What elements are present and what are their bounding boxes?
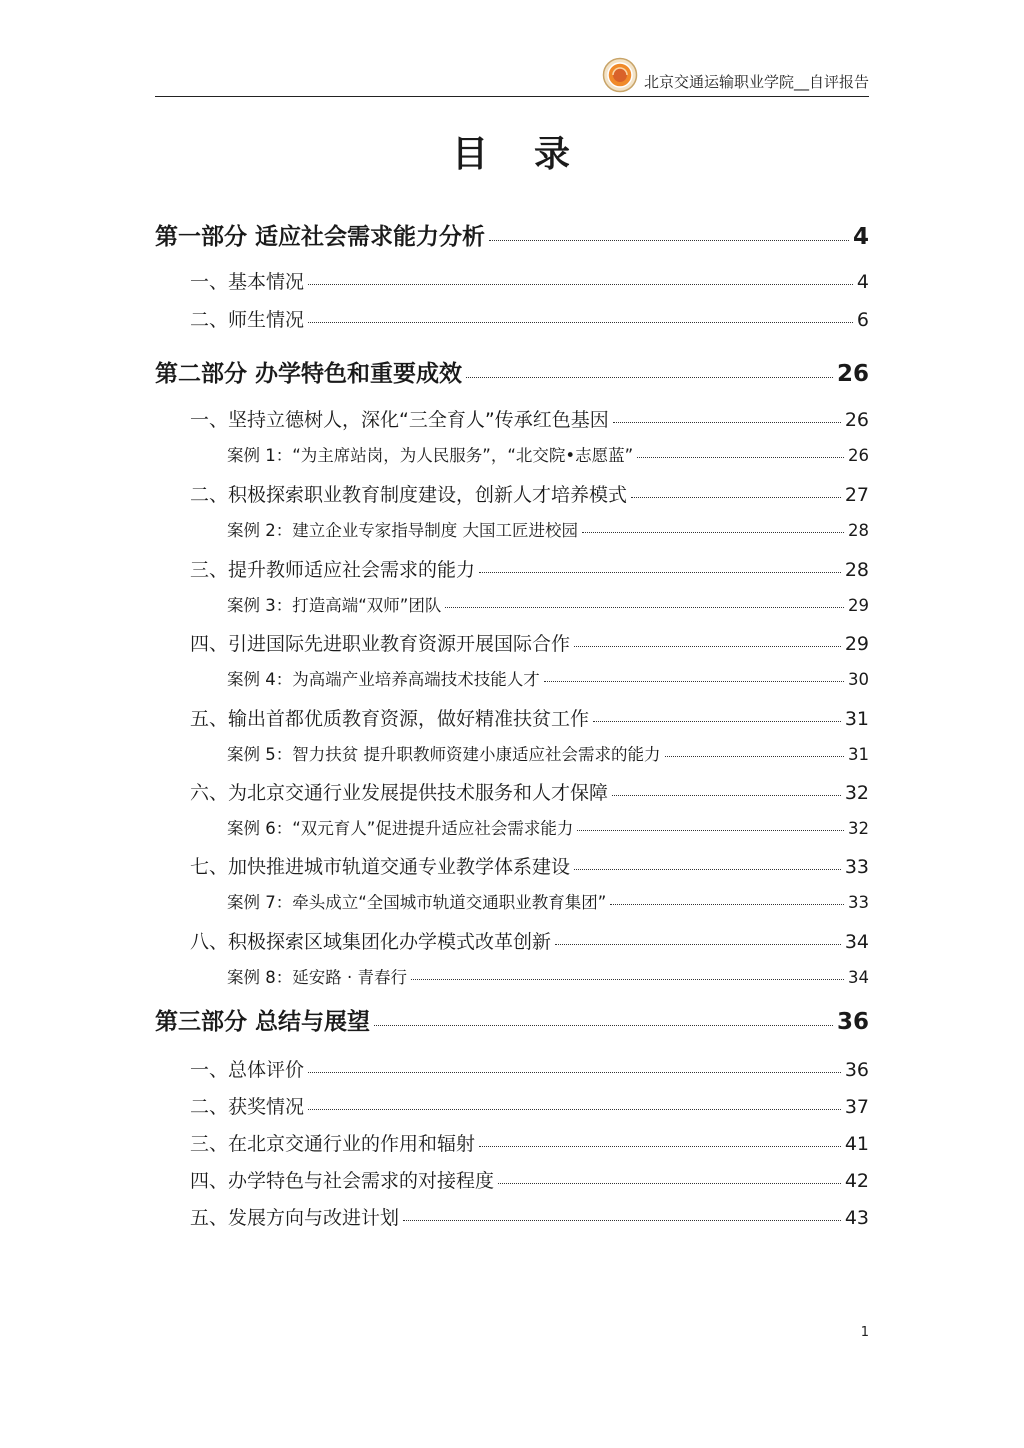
toc-section-entry[interactable] [190, 267, 869, 297]
toc-entry-label: 二、积极探索职业教育制度建设，创新人才培养模式 [190, 484, 628, 506]
toc-section-entry[interactable] [190, 778, 869, 808]
toc-leader-dots [466, 377, 833, 378]
toc-entry-label: 案例 2：建立企业专家指导制度 大国工匠进校园 [227, 521, 578, 540]
toc-entry-label: 案例 1：“为主席站岗，为人民服务”，“北交院•志愿蓝” [227, 446, 634, 465]
toc-section-entry[interactable] [190, 405, 869, 435]
title-char-2: 录 [534, 133, 573, 175]
toc-section-entry[interactable] [190, 305, 869, 335]
toc-leader-dots [612, 795, 841, 796]
toc-entry-label: 二、师生情况 [190, 309, 305, 331]
toc-leader-dots [374, 1025, 833, 1026]
toc-section-entry[interactable] [190, 1166, 869, 1196]
toc-leader-dots [403, 1220, 841, 1221]
toc-entry-page: 26 [848, 446, 869, 465]
toc-section-entry[interactable] [190, 1055, 869, 1085]
toc-leader-dots [544, 681, 844, 682]
toc-case-entry[interactable] [227, 442, 869, 472]
toc-leader-dots [411, 979, 844, 980]
toc-entry-page: 42 [844, 1170, 869, 1192]
toc-entry-page: 37 [844, 1096, 869, 1118]
toc-case-entry[interactable] [227, 964, 869, 994]
toc-entry-page: 28 [844, 559, 869, 581]
toc-leader-dots [613, 422, 841, 423]
toc-entry-page: 29 [844, 633, 869, 655]
toc-leader-dots [637, 457, 844, 458]
toc-entry-label: 一、基本情况 [190, 271, 305, 293]
toc-entry-label: 案例 3：打造高端“双师”团队 [227, 596, 442, 615]
page-number: 1 [860, 1325, 869, 1340]
toc-case-entry[interactable] [227, 741, 869, 771]
toc-leader-dots [479, 572, 841, 573]
toc-section-entry[interactable] [190, 480, 869, 510]
toc-entry-page: 31 [844, 708, 869, 730]
toc-entry-label: 第一部分 适应社会需求能力分析 [155, 224, 486, 250]
toc-entry-page: 26 [836, 361, 869, 387]
toc-leader-dots [610, 904, 844, 905]
toc-entry-label: 四、办学特色与社会需求的对接程度 [190, 1170, 495, 1192]
toc-section-entry[interactable] [190, 1203, 869, 1233]
toc-entry-page: 34 [844, 931, 869, 953]
toc-case-entry[interactable] [227, 592, 869, 622]
toc-leader-dots [574, 646, 841, 647]
toc-leader-dots [308, 284, 853, 285]
toc-entry-label: 第二部分 办学特色和重要成效 [155, 361, 463, 387]
toc-entry-label: 二、获奖情况 [190, 1096, 305, 1118]
toc-leader-dots [498, 1183, 841, 1184]
toc-leader-dots [574, 869, 841, 870]
toc-entry-label: 案例 8：延安路 · 青春行 [227, 968, 407, 987]
toc-section-entry[interactable] [190, 555, 869, 585]
toc-entry-page: 31 [848, 745, 869, 764]
toc-case-entry[interactable] [227, 517, 869, 547]
toc-part-entry[interactable] [155, 1003, 869, 1033]
toc-entry-page: 6 [856, 309, 869, 331]
toc-entry-label: 七、加快推进城市轨道交通专业教学体系建设 [190, 856, 571, 878]
toc-leader-dots [308, 1072, 841, 1073]
toc-entry-label: 案例 6：“双元育人”促进提升适应社会需求能力 [227, 819, 574, 838]
toc-leader-dots [445, 607, 844, 608]
toc-section-entry[interactable] [190, 1092, 869, 1122]
toc-section-entry[interactable] [190, 704, 869, 734]
toc-entry-label: 六、为北京交通行业发展提供技术服务和人才保障 [190, 782, 609, 804]
toc-leader-dots [479, 1146, 841, 1147]
toc-part-entry[interactable] [155, 218, 869, 248]
toc-leader-dots [665, 756, 845, 757]
toc-entry-page: 4 [856, 271, 869, 293]
toc-entry-page: 27 [844, 484, 869, 506]
toc-entry-page: 29 [848, 596, 869, 615]
toc-entry-label: 第三部分 总结与展望 [155, 1009, 371, 1035]
toc-entry-label: 案例 5：智力扶贫 提升职教师资建小康适应社会需求的能力 [227, 745, 661, 764]
toc-entry-page: 36 [836, 1009, 869, 1035]
toc-leader-dots [577, 830, 844, 831]
toc-section-entry[interactable] [190, 629, 869, 659]
toc-entry-label: 八、积极探索区域集团化办学模式改革创新 [190, 931, 552, 953]
toc-section-entry[interactable] [190, 927, 869, 957]
toc-entry-label: 四、引进国际先进职业教育资源开展国际合作 [190, 633, 571, 655]
toc-entry-label: 案例 7：牵头成立“全国城市轨道交通职业教育集团” [227, 893, 607, 912]
toc-section-entry[interactable] [190, 1129, 869, 1159]
toc-part-entry[interactable] [155, 355, 869, 385]
toc-leader-dots [582, 532, 844, 533]
toc-entry-label: 五、发展方向与改进计划 [190, 1207, 400, 1229]
toc-entry-page: 41 [844, 1133, 869, 1155]
title-char-1: 目 [451, 133, 490, 175]
toc-leader-dots [489, 240, 849, 241]
toc-case-entry[interactable] [227, 666, 869, 696]
toc-entry-label: 三、在北京交通行业的作用和辐射 [190, 1133, 476, 1155]
toc-case-entry[interactable] [227, 815, 869, 845]
toc-entry-label: 一、总体评价 [190, 1059, 305, 1081]
toc-section-entry[interactable] [190, 852, 869, 882]
toc-entry-label: 案例 4：为高端产业培养高端技术技能人才 [227, 670, 540, 689]
toc-entry-page: 33 [848, 893, 869, 912]
toc-entry-page: 33 [844, 856, 869, 878]
toc-entry-label: 一、坚持立德树人，深化“三全育人”传承红色基因 [190, 409, 609, 431]
header-institution-text: 北京交通运输职业学院__自评报告 [643, 73, 869, 91]
toc-leader-dots [555, 944, 841, 945]
toc-entry-page: 34 [848, 968, 869, 987]
toc-leader-dots [308, 322, 853, 323]
toc-entry-page: 32 [848, 819, 869, 838]
toc-entry-label: 五、输出首都优质教育资源，做好精准扶贫工作 [190, 708, 590, 730]
toc-entry-page: 26 [844, 409, 869, 431]
toc-leader-dots [631, 497, 841, 498]
toc-entry-page: 28 [848, 521, 869, 540]
toc-leader-dots [593, 721, 841, 722]
toc-entry-page: 32 [844, 782, 869, 804]
toc-leader-dots [308, 1109, 841, 1110]
toc-entry-page: 4 [852, 224, 869, 250]
toc-entry-label: 三、提升教师适应社会需求的能力 [190, 559, 476, 581]
toc-entry-page: 36 [844, 1059, 869, 1081]
toc-entry-page: 30 [848, 670, 869, 689]
toc-case-entry[interactable] [227, 889, 869, 919]
toc-entry-page: 43 [844, 1207, 869, 1229]
